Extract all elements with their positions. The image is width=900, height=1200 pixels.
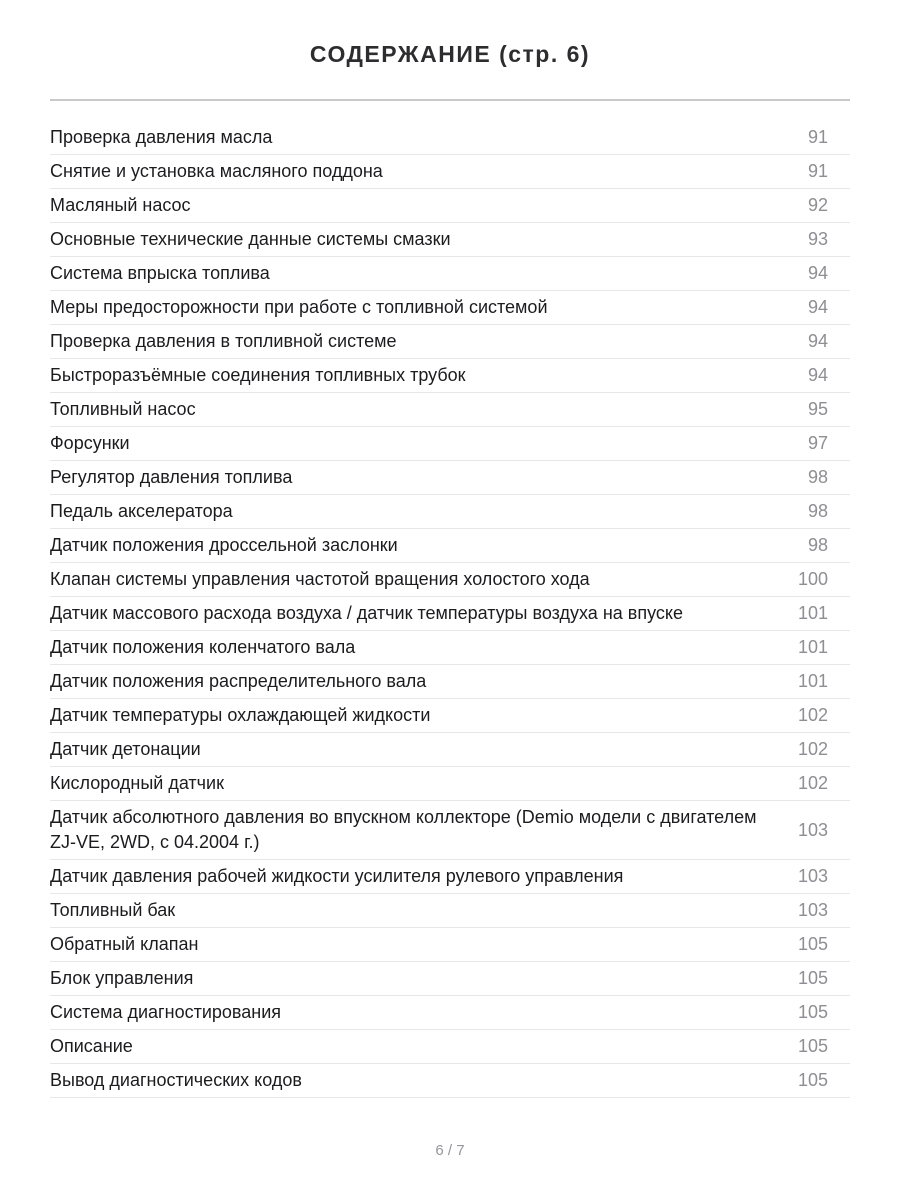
toc-entry-page-number: 98 xyxy=(807,501,828,521)
toc-entry-label: Меры предосторожности при работе с топливной системой xyxy=(50,297,548,317)
toc-row xyxy=(50,597,850,631)
toc-entry-label: Быстроразъёмные соединения топливных трубок xyxy=(50,365,466,385)
toc-entry-label: Датчик положения дроссельной заслонки xyxy=(50,535,398,555)
toc-row xyxy=(50,529,850,563)
toc-entry-page-number: 105 xyxy=(797,968,828,988)
toc-row xyxy=(50,860,850,894)
toc-entry-page-number: 101 xyxy=(797,671,828,691)
toc-entry-page-number: 98 xyxy=(807,535,828,555)
toc-entry-label: Масляный насос xyxy=(50,195,191,215)
toc-entry-page-number: 94 xyxy=(807,263,828,283)
toc-row xyxy=(50,461,850,495)
toc-entry-label: Проверка давления в топливной системе xyxy=(50,331,397,351)
toc-entry-page-number: 91 xyxy=(807,161,828,181)
toc-entry-label: Топливный насос xyxy=(50,399,196,419)
toc-entry-page-number: 105 xyxy=(797,934,828,954)
toc-entry-label: Датчик абсолютного давления во впускном коллекторе (Demio модели с двигателем ZJ-VE, 2WD, с 04.2004 г.) xyxy=(50,807,757,852)
toc-entry-page-number: 103 xyxy=(797,819,828,840)
toc-entry-page-number: 103 xyxy=(797,866,828,886)
toc-row xyxy=(50,257,850,291)
toc-row xyxy=(50,733,850,767)
toc-entry-label: Топливный бак xyxy=(50,900,176,920)
page-number-indicator: 6 / 7 xyxy=(435,1142,465,1159)
toc-entry-page-number: 98 xyxy=(807,467,828,487)
toc-entry-label: Клапан системы управления частотой вращения холостого хода xyxy=(50,569,590,589)
toc-row xyxy=(50,359,850,393)
toc-entry-page-number: 102 xyxy=(797,773,828,793)
toc-entry-label: Датчик температуры охлаждающей жидкости xyxy=(50,705,431,725)
toc-row xyxy=(50,962,850,996)
toc-entry-label: Система диагностирования xyxy=(50,1002,282,1022)
toc-row xyxy=(50,894,850,928)
toc-row xyxy=(50,291,850,325)
toc-row xyxy=(50,699,850,733)
toc-row xyxy=(50,996,850,1030)
toc-row xyxy=(50,189,850,223)
toc-entry-page-number: 103 xyxy=(797,900,828,920)
toc-entry-page-number: 95 xyxy=(807,399,828,419)
toc-row xyxy=(50,427,850,461)
toc-entry-label: Датчик давления рабочей жидкости усилителя рулевого управления xyxy=(50,866,624,886)
toc-entry-page-number: 105 xyxy=(797,1002,828,1022)
toc-row xyxy=(50,1030,850,1064)
toc-entry-label: Снятие и установка масляного поддона xyxy=(50,161,383,181)
toc-row xyxy=(50,767,850,801)
toc-row xyxy=(50,928,850,962)
toc-entry-label: Система впрыска топлива xyxy=(50,263,270,283)
toc-entry-label: Блок управления xyxy=(50,968,194,988)
toc-entry-label: Обратный клапан xyxy=(50,934,199,954)
toc-entry-label: Регулятор давления топлива xyxy=(50,467,293,487)
toc-entry-page-number: 92 xyxy=(807,195,828,215)
toc-entry-page-number: 102 xyxy=(797,705,828,725)
toc-row xyxy=(50,495,850,529)
toc-entry-page-number: 102 xyxy=(797,739,828,759)
toc-entry-page-number: 101 xyxy=(797,603,828,623)
toc-entry-page-number: 105 xyxy=(797,1070,828,1090)
toc-row xyxy=(50,393,850,427)
toc-entry-page-number: 100 xyxy=(797,569,828,589)
toc-row xyxy=(50,631,850,665)
toc-row xyxy=(50,223,850,257)
toc-entry-page-number: 101 xyxy=(797,637,828,657)
toc-entry-page-number: 93 xyxy=(807,229,828,249)
title-divider xyxy=(50,99,850,101)
toc-entry-label: Педаль акселератора xyxy=(50,501,233,521)
toc-page xyxy=(50,0,850,1200)
toc-entry-label: Форсунки xyxy=(50,433,130,453)
toc-row xyxy=(50,155,850,189)
toc-entry-label: Проверка давления масла xyxy=(50,127,273,147)
toc-row xyxy=(50,1064,850,1098)
toc-entry-label: Описание xyxy=(50,1036,133,1056)
toc-row xyxy=(50,325,850,359)
toc-entry-label: Датчик детонации xyxy=(50,739,201,759)
toc-entry-page-number: 94 xyxy=(807,365,828,385)
toc-entry-label: Основные технические данные системы смазки xyxy=(50,229,451,249)
toc-row xyxy=(50,121,850,155)
toc-entry-page-number: 91 xyxy=(807,127,828,147)
toc-entry-page-number: 97 xyxy=(807,433,828,453)
toc-entry-label: Кислородный датчик xyxy=(50,773,224,793)
toc-list xyxy=(50,121,850,1098)
toc-entry-page-number: 94 xyxy=(807,297,828,317)
toc-entry-label: Датчик положения коленчатого вала xyxy=(50,637,356,657)
toc-row xyxy=(50,801,850,860)
toc-row xyxy=(50,563,850,597)
toc-entry-label: Датчик массового расхода воздуха / датчик температуры воздуха на впуске xyxy=(50,603,683,623)
toc-entry-label: Датчик положения распределительного вала xyxy=(50,671,427,691)
page-title: СОДЕРЖАНИЕ (стр. 6) xyxy=(309,41,591,67)
toc-entry-page-number: 105 xyxy=(797,1036,828,1056)
toc-entry-label: Вывод диагностических кодов xyxy=(50,1070,302,1090)
toc-entry-page-number: 94 xyxy=(807,331,828,351)
toc-row xyxy=(50,665,850,699)
